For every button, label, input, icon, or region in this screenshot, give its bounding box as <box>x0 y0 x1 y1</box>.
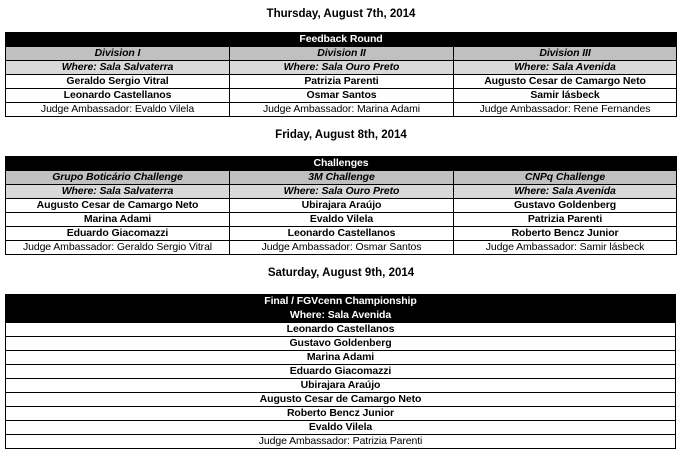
judge-cell: Marina Adami <box>6 351 676 365</box>
day-heading-friday: Friday, August 8th, 2014 <box>275 129 407 141</box>
judge-cell: Ubirajara Araújo <box>230 199 454 213</box>
day-heading-thursday: Thursday, August 7th, 2014 <box>266 8 416 20</box>
location-cell: Where: Sala Avenida <box>454 61 677 75</box>
ambassador-cell: Judge Ambassador: Patrizia Parenti <box>6 435 676 449</box>
table-row <box>6 393 676 407</box>
judge-cell: Evaldo Vilela <box>230 213 454 227</box>
location-cell: Where: Sala Salvaterra <box>6 61 230 75</box>
table-row <box>6 241 677 255</box>
table-row <box>6 421 676 435</box>
column-header: Division III <box>454 47 677 61</box>
column-header: 3M Challenge <box>230 171 454 185</box>
judge-cell: Geraldo Sergio Vitral <box>6 75 230 89</box>
table-row <box>6 199 677 213</box>
table-row <box>6 227 677 241</box>
day-heading-saturday: Saturday, August 9th, 2014 <box>267 267 415 279</box>
table-row <box>6 323 676 337</box>
table-title: Challenges <box>6 157 677 171</box>
table-row <box>6 351 676 365</box>
table-row <box>6 379 676 393</box>
table-row <box>6 103 677 117</box>
column-header: Division I <box>6 47 230 61</box>
judge-cell: Roberto Bencz Junior <box>454 227 677 241</box>
column-header: CNPq Challenge <box>454 171 677 185</box>
judge-cell: Patrizia Parenti <box>454 213 677 227</box>
judge-cell: Patrizia Parenti <box>230 75 454 89</box>
ambassador-cell: Judge Ambassador: Rene Fernandes <box>454 103 677 117</box>
judge-cell: Gustavo Goldenberg <box>6 337 676 351</box>
ambassador-cell: Judge Ambassador: Geraldo Sergio Vitral <box>6 241 230 255</box>
ambassador-cell: Judge Ambassador: Osmar Santos <box>230 241 454 255</box>
judge-cell: Augusto Cesar de Camargo Neto <box>6 199 230 213</box>
judge-cell: Augusto Cesar de Camargo Neto <box>454 75 677 89</box>
table-title: Feedback Round <box>6 33 677 47</box>
location-cell: Where: Sala Avenida <box>454 185 677 199</box>
table-row <box>6 435 676 449</box>
table-row <box>6 89 677 103</box>
table-row <box>6 213 677 227</box>
judge-cell: Leonardo Castellanos <box>6 89 230 103</box>
ambassador-cell: Judge Ambassador: Marina Adami <box>230 103 454 117</box>
table-row <box>6 407 676 421</box>
judge-cell: Roberto Bencz Junior <box>6 407 676 421</box>
table-row <box>6 75 677 89</box>
challenges-table <box>5 156 677 255</box>
judge-cell: Eduardo Giacomazzi <box>6 365 676 379</box>
judge-cell: Leonardo Castellanos <box>6 323 676 337</box>
judge-cell: Osmar Santos <box>230 89 454 103</box>
judge-cell: Ubirajara Araújo <box>6 379 676 393</box>
table-title: Final / FGVcenn Championship <box>6 295 676 309</box>
final-championship-table <box>5 294 676 449</box>
location-cell: Where: Sala Salvaterra <box>6 185 230 199</box>
judge-cell: Evaldo Vilela <box>6 421 676 435</box>
judge-cell: Samir lásbeck <box>454 89 677 103</box>
judge-cell: Marina Adami <box>6 213 230 227</box>
table-row <box>6 365 676 379</box>
column-header: Division II <box>230 47 454 61</box>
judge-cell: Gustavo Goldenberg <box>454 199 677 213</box>
location-cell: Where: Sala Ouro Preto <box>230 185 454 199</box>
column-header: Grupo Boticário Challenge <box>6 171 230 185</box>
judge-cell: Leonardo Castellanos <box>230 227 454 241</box>
ambassador-cell: Judge Ambassador: Evaldo Vilela <box>6 103 230 117</box>
judge-cell: Eduardo Giacomazzi <box>6 227 230 241</box>
table-row <box>6 337 676 351</box>
feedback-round-table <box>5 32 677 117</box>
ambassador-cell: Judge Ambassador: Samir lásbeck <box>454 241 677 255</box>
location-cell: Where: Sala Ouro Preto <box>230 61 454 75</box>
judge-cell: Augusto Cesar de Camargo Neto <box>6 393 676 407</box>
location-cell: Where: Sala Avenida <box>6 309 676 323</box>
